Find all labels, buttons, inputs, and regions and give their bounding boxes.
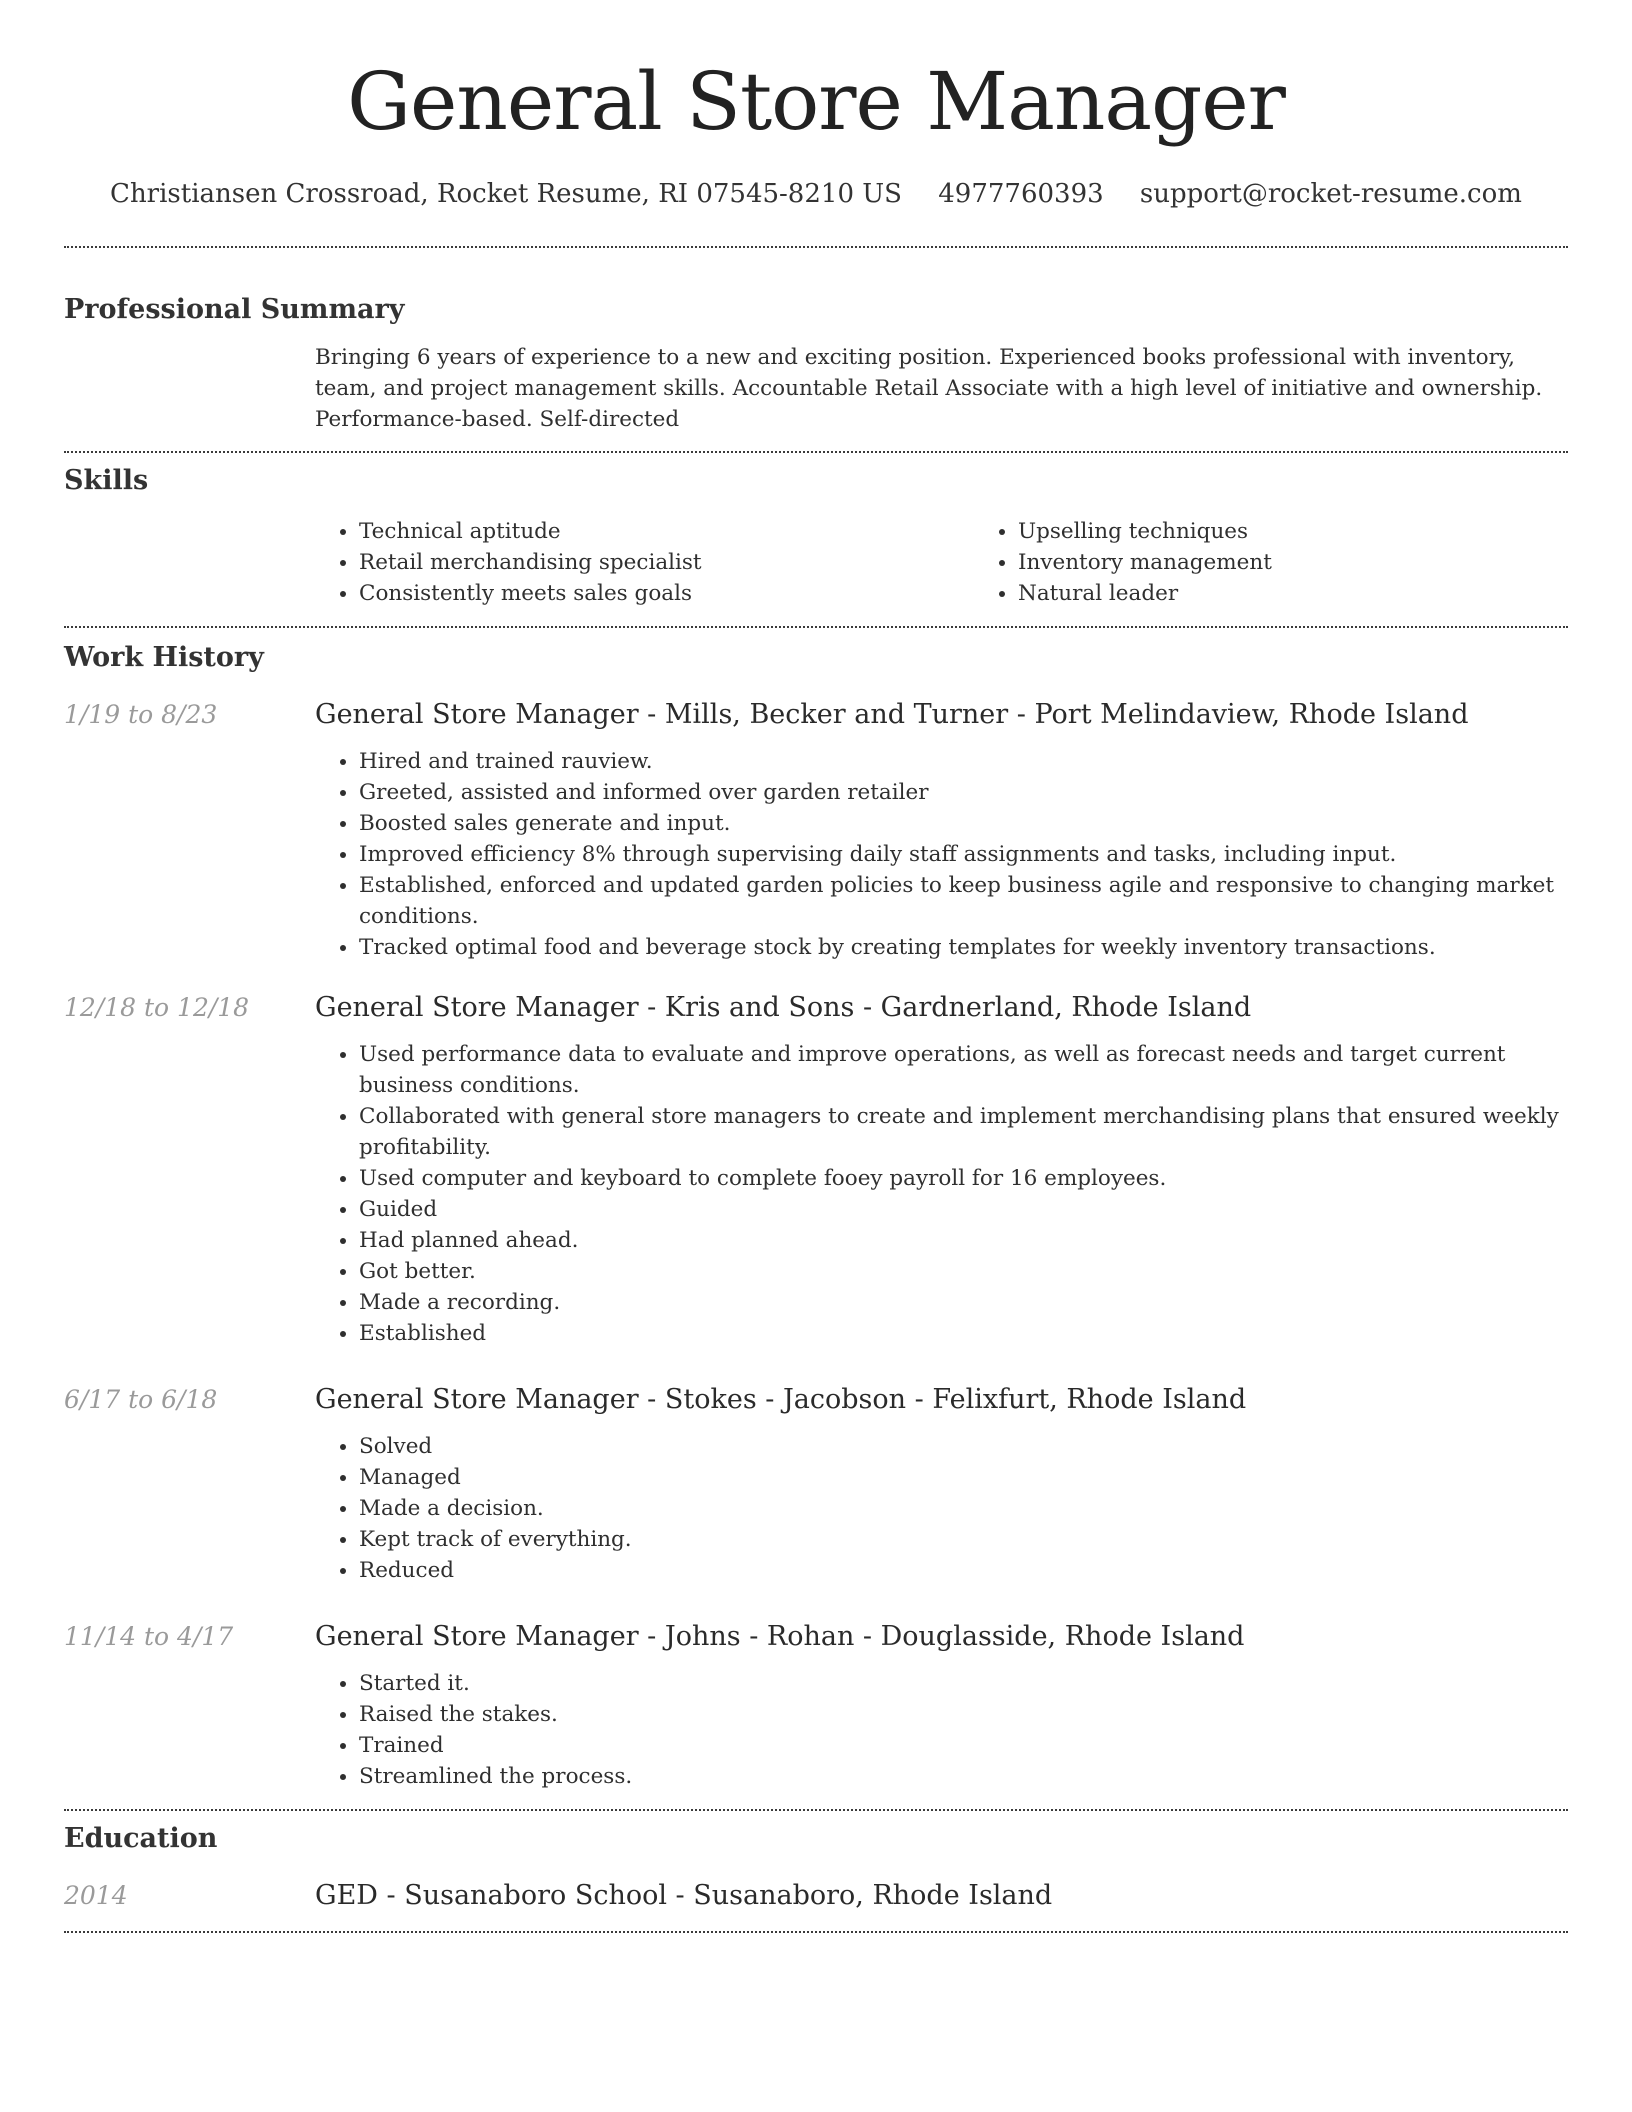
job-bullet: • Boosted sales generate and input.: [359, 808, 1568, 839]
job-title: General Store Manager - Mills, Becker and Turner - Port Melindaview, Rhode Island: [315, 699, 1469, 730]
skills-heading: Skills: [64, 465, 149, 496]
divider: [64, 246, 1568, 248]
job-bullet: • Made a decision.: [359, 1493, 1568, 1524]
skill-item: • Natural leader: [1018, 578, 1632, 609]
job-bullet: • Improved efficiency 8% through supervising daily staff assignments and tasks, including input.: [359, 839, 1568, 870]
job-dates: 12/18 to 12/18: [64, 993, 250, 1022]
divider: [64, 451, 1568, 453]
resume-name: General Store Manager: [347, 55, 1285, 148]
job-bullet: • Established, enforced and updated garden policies to keep business agile and responsive to changing market conditions.: [359, 870, 1568, 932]
education-section: [64, 1821, 1568, 1913]
job-bullet: • Used computer and keyboard to complete fooey payroll for 16 employees.: [359, 1163, 1568, 1194]
education-text: GED - Susanaboro School - Susanaboro, Rhode Island: [315, 1880, 1053, 1911]
job-bullet: • Started it.: [359, 1668, 1568, 1699]
job-bullet: • Trained: [359, 1730, 1568, 1761]
summary-section: [64, 292, 1568, 435]
summary-heading: Professional Summary: [64, 294, 405, 325]
job-bullet: • Used performance data to evaluate and improve operations, as well as forecast needs and target current business conditions.: [359, 1039, 1568, 1101]
skill-item: • Upselling techniques: [1018, 516, 1632, 547]
job-bullet: • Greeted, assisted and informed over garden retailer: [359, 777, 1568, 808]
job-dates: 1/19 to 8/23: [64, 700, 218, 729]
contact-address: Christiansen Crossroad, Rocket Resume, RI 07545-8210 US: [110, 179, 902, 209]
job-title: General Store Manager - Johns - Rohan - Douglasside, Rhode Island: [315, 1621, 1245, 1652]
job-bullet: • Guided: [359, 1194, 1568, 1225]
job-entry: [64, 1620, 1568, 1792]
job-bullets: [315, 746, 1568, 963]
job-bullet: • Managed: [359, 1462, 1568, 1493]
job-bullet: • Streamlined the process.: [359, 1761, 1568, 1792]
education-heading: Education: [64, 1823, 218, 1854]
work-heading: Work History: [64, 642, 264, 673]
contact-phone: 4977760393: [938, 179, 1104, 209]
skill-item: • Inventory management: [1018, 547, 1632, 578]
education-entry: [64, 1879, 1568, 1913]
skills-list-left: [315, 516, 974, 609]
skill-item: • Consistently meets sales goals: [359, 578, 974, 609]
job-bullet: • Collaborated with general store managers to create and implement merchandising plans that ensured weekly profitability.: [359, 1101, 1568, 1163]
job-bullet: • Had planned ahead.: [359, 1225, 1568, 1256]
job-bullet: • Reduced: [359, 1555, 1568, 1586]
job-bullet: • Hired and trained rauview.: [359, 746, 1568, 777]
job-bullet: • Kept track of everything.: [359, 1524, 1568, 1555]
work-section: [64, 640, 1568, 1792]
contact-line: [64, 174, 1568, 214]
job-bullet: • Got better.: [359, 1256, 1568, 1287]
education-date: 2014: [64, 1881, 128, 1910]
job-bullet: • Solved: [359, 1431, 1568, 1462]
job-entry: [64, 991, 1568, 1349]
job-bullets: [315, 1039, 1568, 1349]
skills-list-right: [974, 516, 1632, 609]
summary-text: Bringing 6 years of experience to a new and exciting position. Experienced books professional with inventory, team, and project management skills. Accountable Retail Associate with a high level of initiative and ownership. Performance-based. Self-directed: [315, 345, 1543, 432]
job-title: General Store Manager - Stokes - Jacobson - Felixfurt, Rhode Island: [315, 1384, 1247, 1415]
contact-email: support@rocket-resume.com: [1139, 179, 1522, 209]
divider: [64, 626, 1568, 628]
job-bullets: [315, 1668, 1568, 1792]
skill-item: • Technical aptitude: [359, 516, 974, 547]
job-bullet: • Made a recording.: [359, 1287, 1568, 1318]
job-bullets: [315, 1431, 1568, 1586]
job-entry: [64, 698, 1568, 963]
job-bullet: • Established: [359, 1318, 1568, 1349]
skills-section: [64, 463, 1568, 609]
job-dates: 6/17 to 6/18: [64, 1385, 218, 1414]
job-bullet: • Tracked optimal food and beverage stock by creating templates for weekly inventory transactions.: [359, 932, 1568, 963]
job-entry: [64, 1383, 1568, 1586]
skill-item: • Retail merchandising specialist: [359, 547, 974, 578]
job-bullet: • Raised the stakes.: [359, 1699, 1568, 1730]
job-title: General Store Manager - Kris and Sons - Gardnerland, Rhode Island: [315, 992, 1252, 1023]
divider: [64, 1931, 1568, 1933]
divider: [64, 1809, 1568, 1811]
job-dates: 11/14 to 4/17: [64, 1622, 234, 1651]
